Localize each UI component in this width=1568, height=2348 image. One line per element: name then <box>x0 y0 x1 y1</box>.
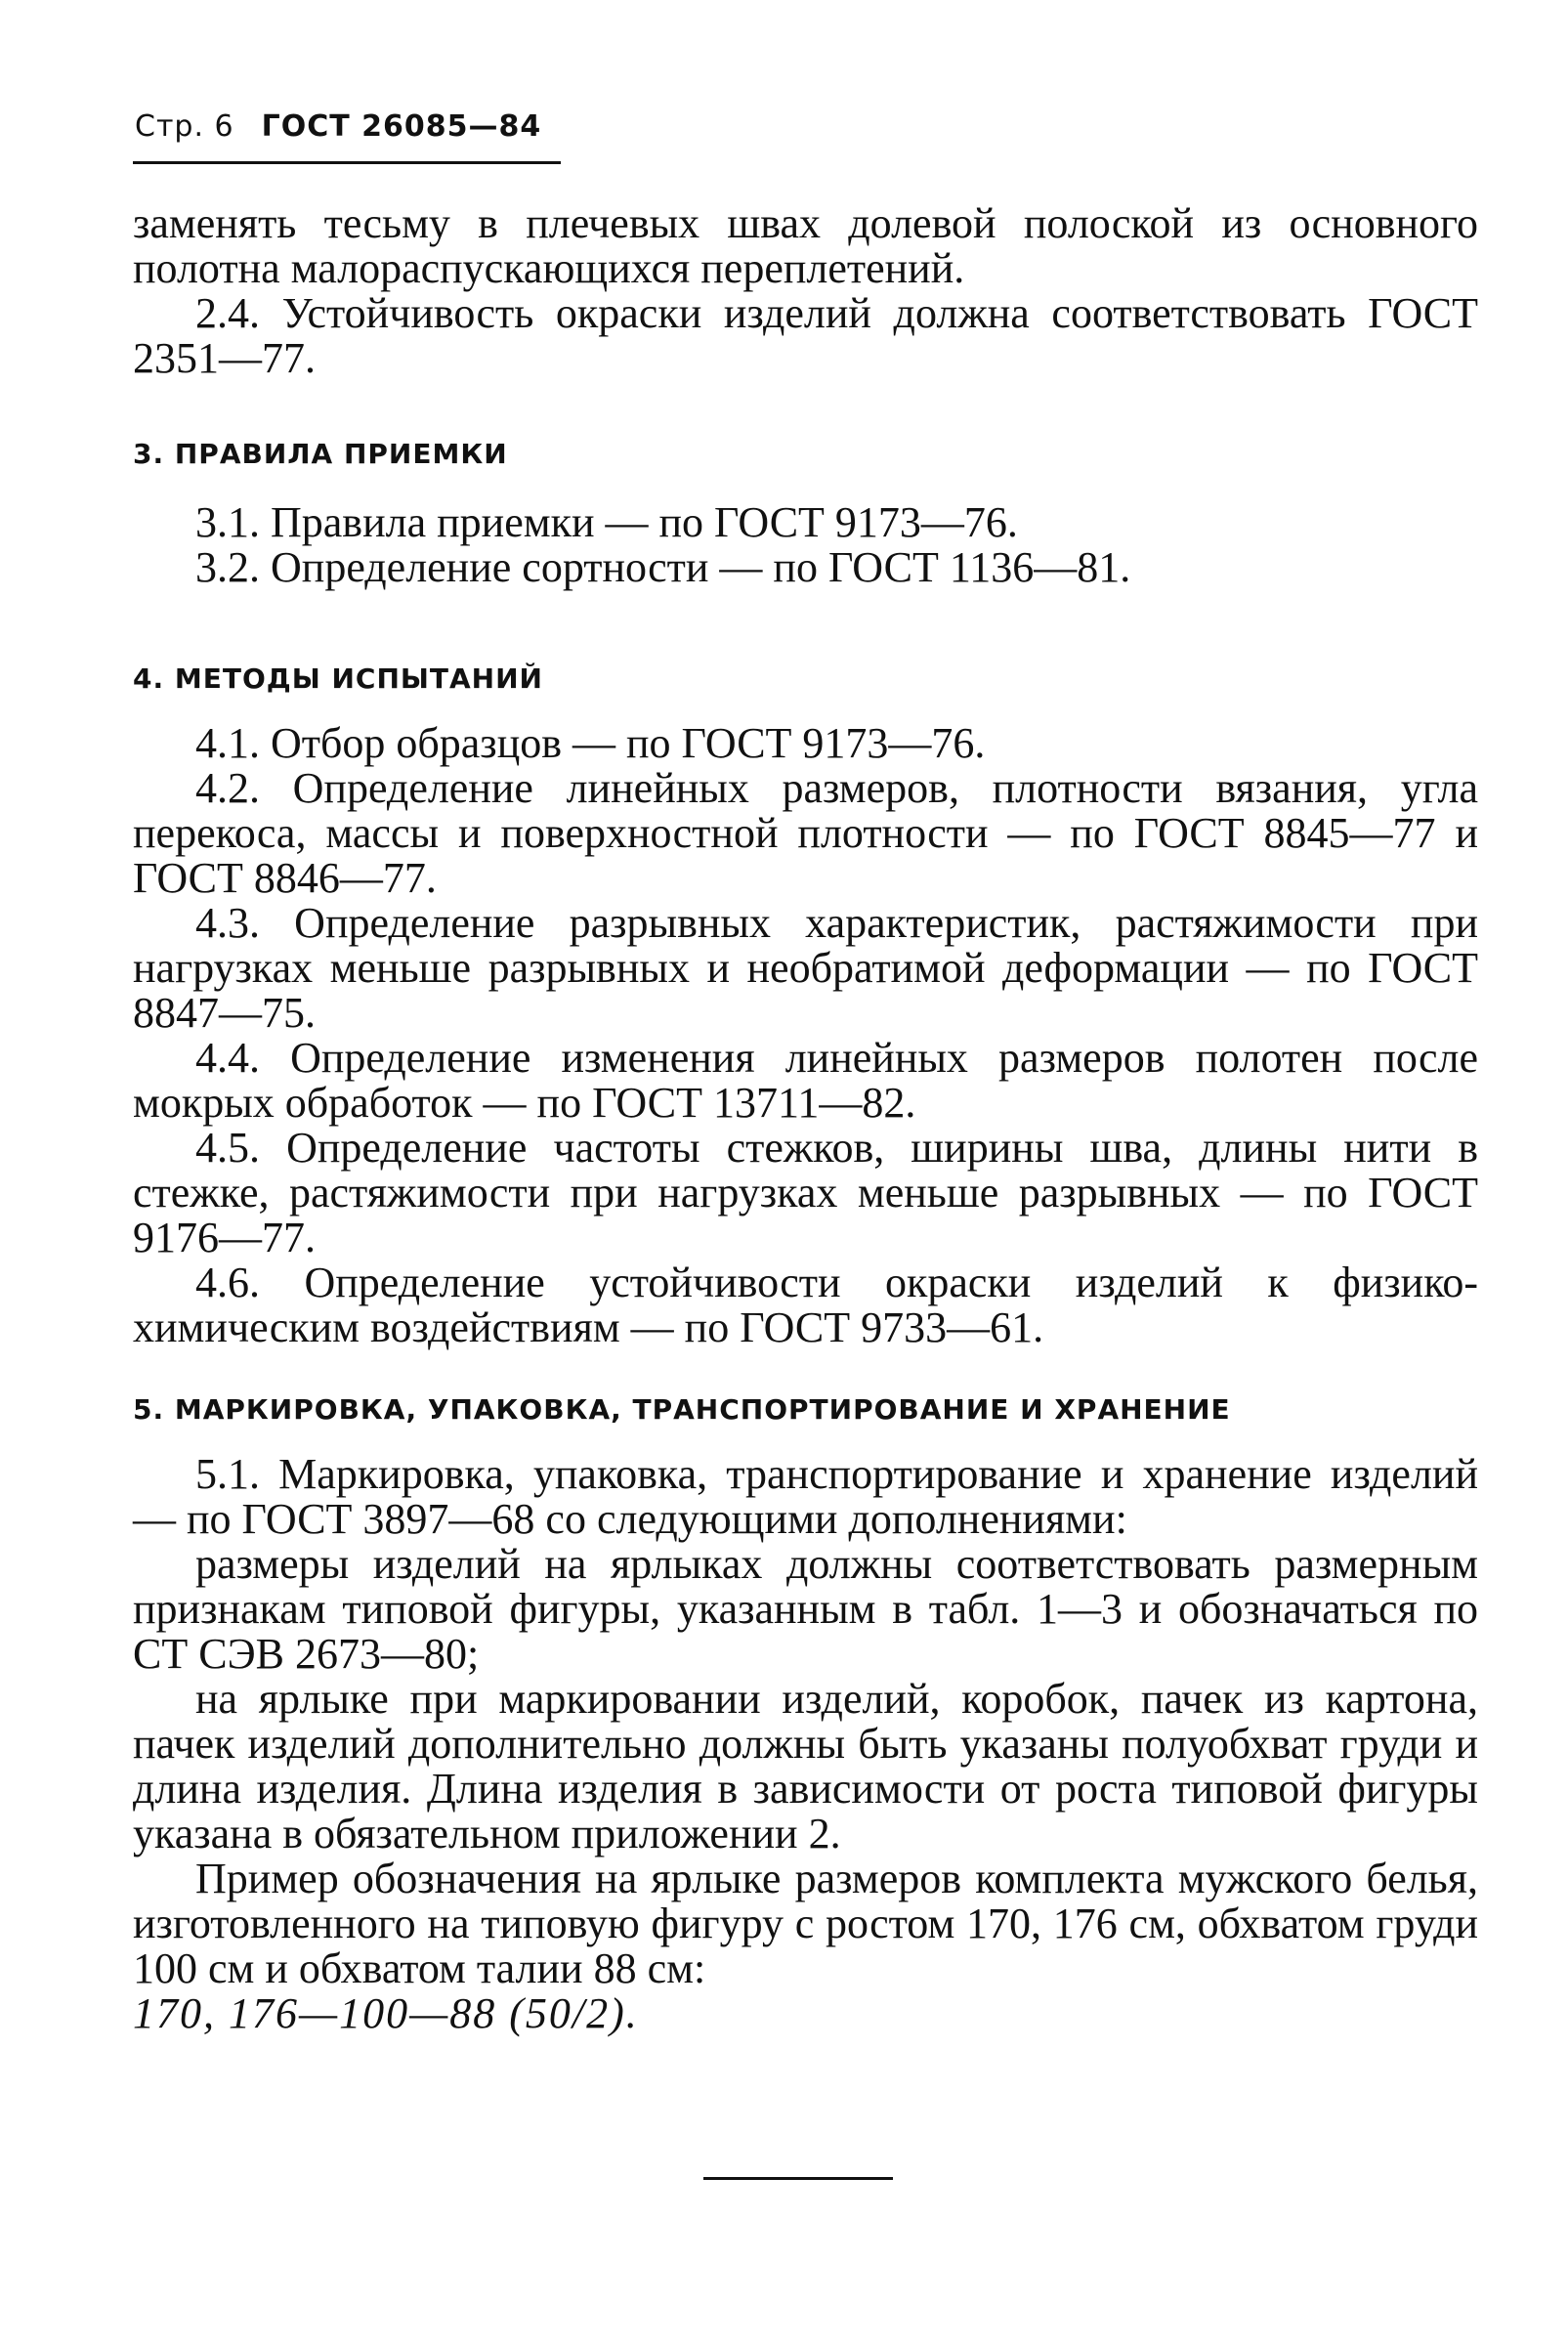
paragraph-5-1-example-intro: Пример обозначения на ярлыке размеров комплекта мужского белья, изготовленного на типовую фигуру с ростом 170, 176 см, обхватом груди 100 см и обхватом талии 88 см: <box>133 1855 1478 1992</box>
section-3 <box>133 432 1478 477</box>
paragraph-2-4: 2.4. Устойчивость окраски изделий должна соответствовать ГОСТ 2351—77. <box>133 289 1478 382</box>
header-rule <box>133 161 561 164</box>
section-5-body <box>133 1452 1478 2036</box>
standard-number: ГОСТ 26085—84 <box>261 109 542 144</box>
paragraph-4-1: 4.1. Отбор образцов — по ГОСТ 9173—76. <box>195 719 986 767</box>
end-rule <box>703 2177 893 2180</box>
page-number: Стр. 6 <box>135 109 234 144</box>
section-4 <box>133 657 1478 702</box>
paragraph-4-5: 4.5. Определение частоты стежков, ширины шва, длины нити в стежке, растяжимости при нагрузках меньше разрывных — по ГОСТ 9176—77. <box>133 1124 1478 1261</box>
page-header <box>135 109 541 144</box>
paragraph-4-4: 4.4. Определение изменения линейных размеров полотен после мокрых обработок — по ГОСТ 13711—82. <box>133 1034 1478 1127</box>
section-heading-4: 4. МЕТОДЫ ИСПЫТАНИЙ <box>133 662 543 695</box>
paragraph-continuation: заменять тесьму в плечевых швах долевой полоской из основного полотна малораспускающихся переплетений. <box>133 199 1478 292</box>
paragraph-3-2: 3.2. Определение сортности — по ГОСТ 1136—81. <box>195 543 1131 591</box>
paragraph-5-1: 5.1. Маркировка, упаковка, транспортирование и хранение изделий — по ГОСТ 3897—68 со следующими дополнениями: <box>133 1450 1478 1543</box>
paragraph-3-1: 3.1. Правила приемки — по ГОСТ 9173—76. <box>195 498 1018 546</box>
section-4-body <box>133 721 1478 1350</box>
section-heading-5: 5. МАРКИРОВКА, УПАКОВКА, ТРАНСПОРТИРОВАНИЕ И ХРАНЕНИЕ <box>133 1393 1231 1426</box>
paragraph-4-6: 4.6. Определение устойчивости окраски изделий к физико-химическим воздействиям — по ГОСТ 9733—61. <box>133 1259 1478 1351</box>
paragraph-4-3: 4.3. Определение разрывных характеристик, растяжимости при нагрузках меньше разрывных и необратимой деформации — по ГОСТ 8847—75. <box>133 899 1478 1037</box>
paragraph-5-1-label: на ярлыке при маркировании изделий, коробок, пачек из картона, пачек изделий дополнительно должны быть указаны полуобхват груди и длина изделия. Длина изделия в зависимости от роста типовой фигуры указана в обязательном приложении 2. <box>133 1675 1478 1857</box>
section-heading-3: 3. ПРАВИЛА ПРИЕМКИ <box>133 438 508 470</box>
section-3-body <box>133 500 1478 590</box>
designation-example: 170, 176—100—88 (50/2). <box>133 1989 639 2037</box>
paragraph-5-1-sizes: размеры изделий на ярлыках должны соответствовать размерным признакам типовой фигуры, указанным в табл. 1—3 и обозначаться по СТ СЭВ 2673—80; <box>133 1540 1478 1678</box>
section-2-end <box>133 201 1478 381</box>
paragraph-4-2: 4.2. Определение линейных размеров, плотности вязания, угла перекоса, массы и поверхностной плотности — по ГОСТ 8845—77 и ГОСТ 8846—77. <box>133 764 1478 902</box>
section-5 <box>133 1387 1478 1432</box>
